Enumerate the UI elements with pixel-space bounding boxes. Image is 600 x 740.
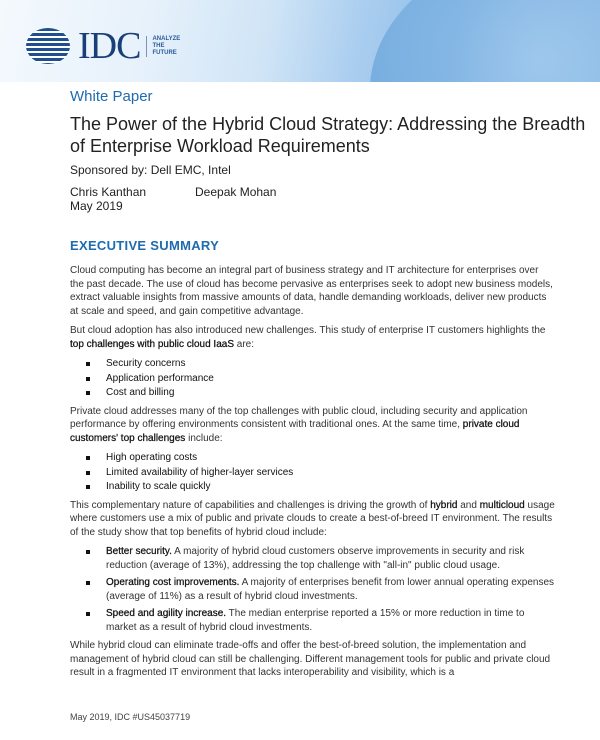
text: But cloud adoption has also introduced new challenges. This study of enterprise IT customers highlights the: [70, 325, 546, 336]
header-banner: [0, 0, 600, 82]
tagline-line: ANALYZE: [152, 35, 181, 42]
list-item: High operating costs: [106, 451, 555, 465]
text: The median enterprise reported a 15% or more reduction in time to market as a result of hybrid cloud investments.: [106, 608, 525, 633]
logo-tagline: [146, 36, 180, 57]
sponsor: Sponsored by: Dell EMC, Intel: [70, 163, 231, 177]
text: include:: [185, 432, 223, 444]
bullet-list: [70, 357, 555, 400]
text: Private cloud addresses many of the top challenges with public cloud, including security and application performance by offering environments consistent with traditional ones. At the same time,: [70, 405, 528, 430]
tagline-line: FUTURE: [152, 49, 177, 56]
bold-text: hybrid: [430, 499, 458, 511]
bold-text: top challenges with public cloud IaaS: [70, 338, 234, 350]
idc-logo: [26, 24, 180, 68]
text: and: [457, 499, 480, 511]
page-title: The Power of the Hybrid Cloud Strategy: Addressing the Breadth of Enterprise Workload Requirements: [70, 114, 586, 156]
text: are:: [234, 338, 255, 350]
author: Chris Kanthan: [70, 185, 147, 199]
list-item: Security concerns: [106, 357, 555, 371]
list-item: [106, 576, 555, 603]
list-item: Limited availability of higher-layer services: [106, 466, 555, 480]
bold-text: Operating cost improvements.: [106, 577, 240, 588]
list-item: [106, 607, 555, 634]
bullet-list: [70, 545, 555, 634]
bold-text: private cloud customers' top challenges: [70, 419, 520, 444]
page-footer: May 2019, IDC #US45037719: [70, 712, 191, 722]
bullet-list: [70, 451, 555, 494]
globe-image: [370, 0, 600, 82]
paragraph: [70, 405, 555, 446]
list-item: Cost and billing: [106, 386, 555, 400]
author: Deepak Mohan: [195, 185, 277, 199]
date: May 2019: [70, 199, 123, 213]
doc-type: White Paper: [70, 88, 153, 105]
tagline-line: THE: [152, 42, 165, 49]
logo-mark-icon: [26, 28, 70, 64]
text: usage where customers use a mix of public and private clouds to create a best-of-breed IT environment. The results of the study show that top benefits of hybrid cloud include:: [70, 499, 555, 538]
list-item: [106, 545, 555, 572]
bold-text: Speed and agility increase.: [106, 608, 227, 619]
paragraph: While hybrid cloud can eliminate trade-offs and offer the best-of-breed solution, the implementation and management of hybrid cloud can still be challenging. Different management tools for public and private cloud result in a fragmented IT environment that lacks interoperability and visibility, which is a: [70, 640, 551, 678]
document-body: [70, 264, 555, 686]
list-item: Application performance: [106, 372, 555, 386]
bold-text: Better security.: [106, 546, 172, 557]
section-heading: EXECUTIVE SUMMARY: [70, 238, 220, 253]
text: A majority of hybrid cloud customers observe improvements in security and risk reduction (average of 13%), addressing the top challenge with "all-in" public cloud usage.: [106, 546, 525, 571]
paragraph: Cloud computing has become an integral part of business strategy and IT architecture for enterprises over the past decade. The use of cloud has become pervasive as enterprises seek to adopt new business models, extract valuable insights from massive amounts of data, handle demanding workloads, deliver new products at scale and speed, and gain competitive advantage.: [70, 265, 553, 317]
logo-text: IDC: [78, 25, 141, 67]
list-item: Inability to scale quickly: [106, 480, 555, 494]
text: This complementary nature of capabilities and challenges is driving the growth of: [70, 499, 431, 511]
bold-text: multicloud: [479, 499, 525, 511]
paragraph: [70, 324, 555, 351]
paragraph: [70, 499, 555, 540]
text: A majority of enterprises benefit from lower annual operating expenses (average of 11%) as a result of hybrid cloud investments.: [106, 577, 555, 602]
